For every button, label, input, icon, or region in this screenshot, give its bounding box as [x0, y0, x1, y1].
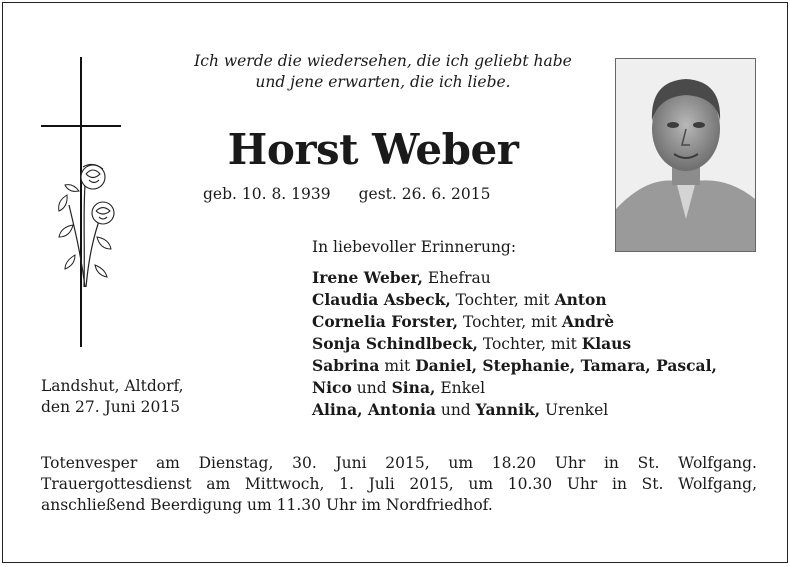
mourner-line	[312, 311, 717, 333]
quote-line-1: Ich werde die wiedersehen, die ich geliebt habe	[194, 52, 572, 70]
cross-with-roses-icon	[39, 55, 129, 351]
memorial-quote	[123, 51, 643, 93]
service-line-1: Totenvesper am Dienstag, 30. Juni 2015, um 18.20 Uhr in St. Wolfgang.	[41, 454, 757, 472]
date-line: den 27. Juni 2015	[41, 398, 181, 416]
mourner-name: Andrè	[561, 312, 615, 331]
mourner-line	[312, 289, 717, 311]
service-info	[41, 453, 757, 516]
death-date: gest. 26. 6. 2015	[358, 185, 491, 203]
quote-line-2: und jene erwarten, die ich liebe.	[255, 73, 511, 91]
portrait-photo	[615, 58, 756, 252]
mourner-name: Yannik,	[475, 400, 541, 419]
mourners-list	[312, 267, 717, 421]
mourner-name: Claudia Asbeck,	[312, 290, 451, 309]
mourner-relation: Urenkel	[540, 401, 609, 419]
mourner-relation: mit	[379, 357, 416, 375]
mourner-name: Sonja Schindlbeck,	[312, 334, 478, 353]
mourner-name: Sabrina	[312, 356, 380, 375]
mourner-line	[312, 355, 717, 377]
mourner-line	[312, 399, 717, 421]
service-line-3: anschließend Beerdigung um 11.30 Uhr im Nordfriedhof.	[41, 496, 493, 514]
mourner-name: Klaus	[581, 334, 632, 353]
mourner-relation: Enkel	[435, 379, 486, 397]
service-line-2: Trauergottesdienst am Mittwoch, 1. Juli 2015, um 10.30 Uhr in St. Wolfgang,	[41, 475, 757, 493]
memory-heading: In liebevoller Erinnerung:	[312, 238, 517, 256]
life-dates	[203, 185, 491, 203]
mourner-relation: Tochter, mit	[450, 291, 555, 309]
deceased-name: Horst Weber	[227, 125, 519, 174]
mourner-name: Nico	[312, 378, 352, 397]
place-line: Landshut, Altdorf,	[41, 377, 184, 395]
portrait-image	[616, 59, 755, 251]
place-and-date	[41, 376, 184, 418]
mourner-relation: Ehefrau	[422, 269, 491, 287]
mourner-relation: und	[351, 379, 392, 397]
mourner-name: Irene Weber,	[312, 268, 423, 287]
mourner-line	[312, 377, 717, 399]
mourner-name: Daniel, Stephanie, Tamara, Pascal,	[415, 356, 717, 375]
mourner-relation: Tochter, mit	[458, 313, 562, 331]
mourner-line	[312, 267, 717, 289]
mourner-line	[312, 333, 717, 355]
mourner-name: Sina,	[391, 378, 436, 397]
mourner-name: Alina, Antonia	[312, 400, 436, 419]
mourner-relation: und	[435, 401, 476, 419]
birth-date: geb. 10. 8. 1939	[203, 185, 331, 203]
mourner-relation: Tochter, mit	[477, 335, 582, 353]
obituary-card	[2, 2, 788, 563]
mourner-name: Cornelia Forster,	[312, 312, 459, 331]
mourner-name: Anton	[554, 290, 607, 309]
